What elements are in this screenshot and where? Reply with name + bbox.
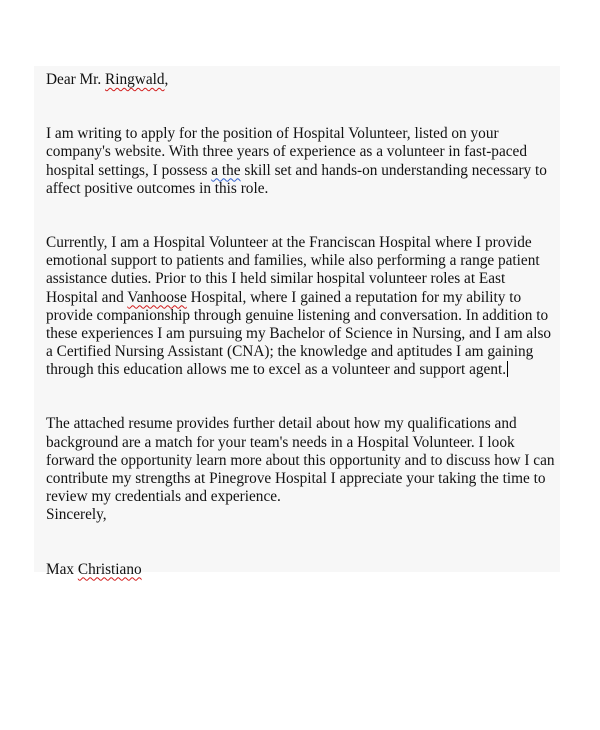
salutation-name-spelling-error[interactable]: Ringwald xyxy=(105,71,165,88)
signature xyxy=(46,561,556,579)
paragraph-line xyxy=(46,162,556,180)
grammar-error[interactable]: a the xyxy=(211,161,241,179)
paragraph-closing xyxy=(46,415,556,524)
text-run: Hospital, where I gained a reputation for my ability to xyxy=(186,288,522,306)
text-run: hospital settings, I possess xyxy=(46,161,212,179)
paragraph-line: background are a match for your team's needs in a Hospital Volunteer. I look xyxy=(46,433,515,451)
paragraph-line: assistance duties. Prior to this I held similar hospital volunteer roles at East xyxy=(46,270,506,288)
signature-last-name-spelling-error[interactable]: Christiano xyxy=(77,560,142,578)
paragraph-line: these experiences I am pursuing my Bachelor of Science in Nursing, and I am also xyxy=(46,324,552,342)
paragraph-line: forward the opportunity learn more about this opportunity and to discuss how I can xyxy=(46,451,555,469)
spelling-error[interactable]: Vanhoose xyxy=(127,288,187,306)
salutation xyxy=(46,71,556,89)
text-run: Hospital and xyxy=(46,288,128,306)
paragraph-line: company's website. With three years of experience as a volunteer in fast-paced xyxy=(46,143,527,161)
paragraph-gap xyxy=(46,379,556,415)
paragraph-line xyxy=(46,361,556,379)
paragraph-gap xyxy=(46,198,556,234)
paragraph-line: emotional support to patients and families, while also performing a range patient xyxy=(46,252,540,270)
cover-letter[interactable] xyxy=(46,71,556,579)
salutation-prefix: Dear Mr. xyxy=(46,71,106,88)
signature-first-name: Max xyxy=(46,560,78,578)
paragraph-gap xyxy=(46,89,556,125)
text-run: skill set and hands-on understanding necessary to xyxy=(240,161,547,179)
paragraph-line: provide companionship through genuine listening and conversation. In addition to xyxy=(46,306,549,324)
text-cursor xyxy=(507,361,508,377)
paragraph-line: I am writing to apply for the position of Hospital Volunteer, listed on your xyxy=(46,125,499,143)
paragraph-line: The attached resume provides further detail about how my qualifications and xyxy=(46,415,517,433)
paragraph-line: contribute my strengths at Pinegrove Hospital I appreciate your taking the time to xyxy=(46,470,546,487)
paragraph-line: affect positive outcomes in this role. xyxy=(46,179,269,197)
salutation-suffix: , xyxy=(164,71,169,88)
paragraph-line xyxy=(46,289,556,307)
paragraph-line: a Certified Nursing Assistant (CNA); the knowledge and aptitudes I am gaining xyxy=(46,343,534,361)
text-run: through this education allows me to excel as a volunteer and support agent. xyxy=(46,361,507,379)
paragraph-experience xyxy=(46,234,556,380)
closing: Sincerely, xyxy=(46,506,107,524)
paragraph-intro xyxy=(46,125,556,198)
paragraph-line: Currently, I am a Hospital Volunteer at the Franciscan Hospital where I provide xyxy=(46,233,532,251)
paragraph-line: review my credentials and experience. xyxy=(46,488,281,506)
paragraph-gap xyxy=(46,525,556,561)
